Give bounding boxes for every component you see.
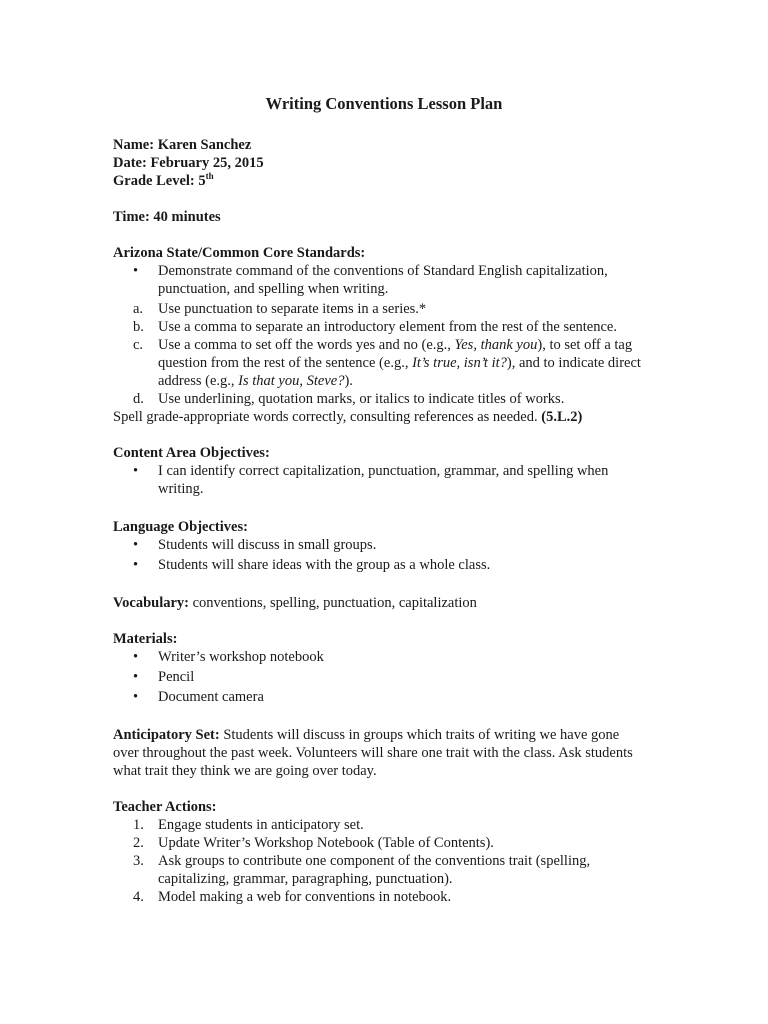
list-item: d. Use underlining, quotation marks, or italics to indicate titles of works. (133, 391, 565, 407)
bullet-icon: • (133, 649, 139, 665)
list-item: • Demonstrate command of the conventions of Standard English capitalization, punctuation, and spelling when writing. (133, 263, 608, 297)
list-item: c. Use a comma to set off the words yes and no (e.g., Yes, thank you), to set off a tag question from the rest of the sentence (e.g., It’s true, isn’t it?), and to indicate direct address (e.g., Is that you, Steve?). (133, 337, 641, 389)
content-objectives-list (113, 462, 643, 498)
content-objectives-heading: Content Area Objectives: (113, 445, 270, 461)
standards-lettered-list (113, 300, 643, 408)
teacher-actions-list (113, 816, 643, 906)
list-item: • Pencil (133, 669, 195, 685)
bullet-icon: • (133, 669, 139, 685)
document-body (113, 136, 643, 906)
grade-line (113, 172, 643, 190)
bullet-icon: • (133, 263, 139, 279)
list-item: 2. Update Writer’s Workshop Notebook (Table of Contents). (133, 835, 494, 851)
time-value: 40 minutes (153, 209, 221, 225)
anticipatory-label: Anticipatory Set: (113, 727, 220, 743)
spelling-standard: Spell grade-appropriate words correctly, consulting references as needed. (5.L.2) (113, 409, 583, 425)
bullet-icon: • (133, 689, 139, 705)
grade-superscript: th (205, 171, 214, 182)
standard-code: (5.L.2) (541, 409, 583, 425)
grade-label: Grade Level: (113, 173, 195, 189)
date-line (113, 154, 643, 172)
materials-heading: Materials: (113, 631, 178, 647)
list-item: b. Use a comma to separate an introductory element from the rest of the sentence. (133, 319, 617, 335)
list-item: • Writer’s workshop notebook (133, 649, 324, 665)
vocabulary-text: conventions, spelling, punctuation, capitalization (192, 595, 477, 611)
grade-value: 5 (198, 173, 206, 189)
anticipatory-set (113, 726, 643, 780)
time-line (113, 208, 643, 226)
date-value: February 25, 2015 (150, 155, 264, 171)
vocabulary-line (113, 594, 643, 612)
list-item: 3. Ask groups to contribute one component of the conventions trait (spelling, capitalizing, grammar, paragraphing, punctuation). (133, 853, 591, 887)
bullet-icon: • (133, 463, 139, 479)
document-title: Writing Conventions Lesson Plan (265, 94, 503, 113)
anticipatory-text: Students will discuss in groups which traits of writing we have gone over throughout the past week. Volunteers will share one trait with the class. Ask students what trait they think we are going over today. (113, 727, 633, 779)
materials-list (113, 648, 643, 706)
name-value: Karen Sanchez (157, 137, 252, 153)
list-item: • Students will share ideas with the group as a whole class. (133, 557, 491, 573)
list-item: • Document camera (133, 689, 264, 705)
list-item: a. Use punctuation to separate items in a series.* (133, 301, 427, 317)
list-item: • I can identify correct capitalization, punctuation, grammar, and spelling when writing. (133, 463, 609, 497)
vocabulary-label: Vocabulary: (113, 595, 189, 611)
list-item: • Students will discuss in small groups. (133, 537, 377, 553)
date-label: Date: (113, 155, 147, 171)
language-objectives-list (113, 536, 643, 574)
standards-bullet-list (113, 262, 643, 298)
name-label: Name: (113, 137, 155, 153)
standards-heading: Arizona State/Common Core Standards: (113, 245, 366, 261)
bullet-icon: • (133, 557, 139, 573)
list-item: 1. Engage students in anticipatory set. (133, 817, 364, 833)
list-item: 4. Model making a web for conventions in notebook. (133, 889, 452, 905)
teacher-actions-heading: Teacher Actions: (113, 799, 217, 815)
name-line (113, 136, 643, 154)
bullet-icon: • (133, 537, 139, 553)
time-label: Time: (113, 209, 150, 225)
language-objectives-heading: Language Objectives: (113, 519, 248, 535)
